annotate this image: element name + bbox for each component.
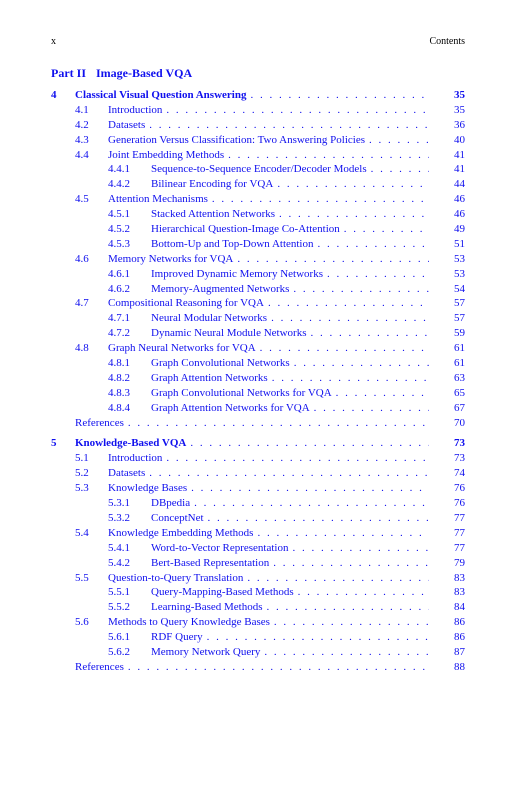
toc-entry-title-text: Neural Modular Networks [151, 312, 268, 325]
toc-entry-title-text: Memory Network Query [151, 645, 261, 658]
toc-entry-title[interactable] [151, 326, 429, 341]
toc-dot-leader [371, 162, 429, 177]
toc-entry-title[interactable] [151, 556, 429, 571]
toc-page-number: 36 [454, 118, 465, 131]
toc-entry-title-text: Dynamic Neural Module Networks [151, 327, 307, 340]
toc-section-entry[interactable] [51, 526, 465, 541]
toc-entry-title-text: Compositional Reasoning for VQA [108, 297, 264, 310]
toc-dot-leader [369, 133, 429, 148]
toc-entry-title-text: Learning-Based Methods [151, 601, 263, 614]
toc-entry-number: 4.8 [75, 342, 89, 355]
toc-section-entry[interactable] [51, 267, 465, 282]
toc-dot-leader [166, 451, 429, 466]
toc-dot-leader [149, 118, 429, 133]
toc-page-number: 49 [454, 223, 465, 236]
toc-entry-number: 4.8.1 [108, 357, 130, 370]
part-title[interactable] [51, 66, 192, 81]
toc-section-entry[interactable] [51, 371, 465, 386]
toc-dot-leader [336, 386, 429, 401]
toc-entry-number: 5 [51, 437, 57, 450]
toc-entry-title[interactable] [108, 615, 429, 630]
toc-entry-number: 5.3 [75, 482, 89, 495]
toc-dot-leader [128, 660, 429, 675]
toc-section-entry[interactable] [51, 148, 465, 163]
toc-dot-leader [237, 252, 429, 267]
toc-dot-leader [318, 237, 430, 252]
toc-dot-leader [207, 630, 429, 645]
toc-dot-leader [268, 296, 429, 311]
toc-entry-title[interactable] [151, 386, 429, 401]
toc-entry-number: 5.1 [75, 452, 89, 465]
toc-page-number: 70 [454, 416, 465, 429]
toc-entry-number: 5.5 [75, 571, 89, 584]
toc-section-entry[interactable] [51, 311, 465, 326]
toc-entry-title[interactable] [108, 466, 429, 481]
page-header [51, 36, 465, 50]
toc-entry-number: 4.7 [75, 297, 89, 310]
toc-entry-number: 4.5.2 [108, 223, 130, 236]
toc-page-number: 53 [454, 267, 465, 280]
toc-entry-title-text: Sequence-to-Sequence Encoder/Decoder Models [151, 163, 367, 176]
toc-entry-title-text: Hierarchical Question-Image Co-Attention [151, 223, 340, 236]
toc-section-entry[interactable] [51, 326, 465, 341]
toc-page-number: 57 [454, 297, 465, 310]
toc-entry-number: 5.6.1 [108, 631, 130, 644]
toc-dot-leader [272, 371, 429, 386]
toc-entry-title-text: Improved Dynamic Memory Networks [151, 267, 323, 280]
toc-page-number: 44 [454, 178, 465, 191]
toc-section-entry[interactable] [51, 496, 465, 511]
toc-entry-number: 4.6.2 [108, 282, 130, 295]
toc-entry-number: 4.2 [75, 118, 89, 131]
toc-dot-leader [191, 481, 429, 496]
toc-section-entry[interactable] [51, 585, 465, 600]
toc-section-entry[interactable] [51, 222, 465, 237]
toc-dot-leader [247, 571, 429, 586]
toc-entry-title-text: Generation Versus Classification: Two Answering Policies [108, 133, 365, 146]
toc-entry-title-text: Question-to-Query Translation [108, 571, 244, 584]
toc-entry-title-text: Graph Attention Networks [151, 371, 268, 384]
toc-entry-number: 5.3.1 [108, 497, 130, 510]
toc-entry-title-text: Graph Neural Networks for VQA [108, 342, 256, 355]
toc-section-entry[interactable] [51, 401, 465, 416]
toc-dot-leader [279, 207, 429, 222]
toc-page-number: 87 [454, 645, 465, 658]
toc-entry-title[interactable] [108, 252, 429, 267]
table-of-contents [51, 88, 465, 675]
toc-entry-number: 4.8.2 [108, 371, 130, 384]
toc-dot-leader [277, 177, 429, 192]
toc-page-number: 51 [454, 237, 465, 250]
toc-entry-title-text: ConceptNet [151, 511, 204, 524]
toc-page-number: 41 [454, 148, 465, 161]
toc-entry-title-text: Bert-Based Representation [151, 556, 270, 569]
toc-page-number: 41 [454, 163, 465, 176]
toc-entry-title-text: RDF Query [151, 631, 203, 644]
toc-section-entry[interactable] [51, 282, 465, 297]
toc-section-entry[interactable] [51, 192, 465, 207]
toc-entry-title-text: Classical Visual Question Answering [75, 89, 247, 101]
toc-entry-title-text: Introduction [108, 452, 163, 465]
toc-entry-number: 5.6 [75, 616, 89, 629]
toc-section-entry[interactable] [51, 645, 465, 660]
toc-section-entry[interactable] [51, 177, 465, 192]
toc-dot-leader [314, 401, 429, 416]
toc-entry-title[interactable] [151, 371, 429, 386]
toc-entry-title[interactable] [75, 436, 429, 451]
toc-entry-title-text: Joint Embedding Methods [108, 148, 225, 161]
toc-page-number: 46 [454, 208, 465, 221]
toc-page-number: 83 [454, 571, 465, 584]
toc-entry-number: 5.4 [75, 526, 89, 539]
toc-entry-number: 4.6 [75, 252, 89, 265]
toc-entry-number: 4.4 [75, 148, 89, 161]
toc-dot-leader [271, 311, 429, 326]
toc-entry-title-text: References [75, 416, 124, 429]
toc-page-number: 73 [454, 437, 465, 450]
toc-entry-title-text: Word-to-Vector Representation [151, 541, 289, 554]
toc-entry-number: 5.5.1 [108, 586, 130, 599]
toc-page-number: 35 [454, 103, 465, 116]
toc-entry-title[interactable] [75, 88, 429, 103]
toc-page-number: 59 [454, 327, 465, 340]
toc-entry-title[interactable] [151, 356, 429, 371]
toc-section-entry[interactable] [51, 296, 465, 311]
toc-dot-leader [128, 416, 429, 431]
toc-section-entry[interactable] [51, 481, 465, 496]
toc-entry-title[interactable] [151, 177, 429, 192]
toc-entry-title-text: Graph Attention Networks for VQA [151, 401, 310, 414]
toc-entry-number: 4.4.1 [108, 163, 130, 176]
toc-entry-number: 5.6.2 [108, 645, 130, 658]
toc-page-number: 61 [454, 342, 465, 355]
toc-entry-title[interactable] [151, 207, 429, 222]
toc-references-entry[interactable] [51, 416, 465, 431]
toc-entry-title-text: Graph Convolutional Networks for VQA [151, 386, 332, 399]
toc-page-number: 83 [454, 586, 465, 599]
toc-section-entry[interactable] [51, 541, 465, 556]
toc-page-number: 77 [454, 541, 465, 554]
toc-entry-title[interactable] [151, 222, 429, 237]
toc-entry-title[interactable] [75, 416, 429, 431]
toc-entry-title-text: Knowledge-Based VQA [75, 437, 187, 450]
toc-entry-title-text: Bottom-Up and Top-Down Attention [151, 237, 314, 250]
toc-section-entry[interactable] [51, 356, 465, 371]
toc-dot-leader [273, 556, 429, 571]
toc-entry-title-text: Knowledge Embedding Methods [108, 526, 254, 539]
toc-entry-title[interactable] [151, 401, 429, 416]
toc-page-number: 35 [454, 89, 465, 101]
toc-dot-leader [250, 88, 429, 103]
toc-page-number: 61 [454, 357, 465, 370]
toc-dot-leader [194, 496, 429, 511]
toc-dot-leader [260, 341, 429, 356]
toc-section-entry[interactable] [51, 511, 465, 526]
toc-entry-title[interactable] [151, 162, 429, 177]
toc-dot-leader [264, 645, 429, 660]
toc-page-number: 86 [454, 631, 465, 644]
toc-entry-number: 4.8.3 [108, 386, 130, 399]
toc-entry-title[interactable] [151, 511, 429, 526]
toc-page-number: 67 [454, 401, 465, 414]
toc-page-number: 63 [454, 371, 465, 384]
toc-entry-title[interactable] [151, 600, 429, 615]
page-number-roman: x [51, 36, 56, 47]
toc-section-entry[interactable] [51, 103, 465, 118]
toc-page-number: 53 [454, 252, 465, 265]
toc-entry-number: 5.4.1 [108, 541, 130, 554]
toc-entry-title[interactable] [108, 148, 429, 163]
toc-section-entry[interactable] [51, 556, 465, 571]
toc-entry-title-text: Datasets [108, 118, 146, 131]
toc-section-entry[interactable] [51, 615, 465, 630]
toc-page-number: 77 [454, 526, 465, 539]
toc-chapter-entry[interactable] [51, 436, 465, 451]
toc-entry-number: 4.6.1 [108, 267, 130, 280]
toc-entry-title[interactable] [108, 118, 429, 133]
toc-chapter-entry[interactable] [51, 88, 465, 103]
toc-page-number: 73 [454, 452, 465, 465]
toc-dot-leader [267, 600, 430, 615]
toc-entry-title-text: References [75, 660, 124, 673]
toc-entry-number: 5.3.2 [108, 511, 130, 524]
toc-entry-title[interactable] [151, 282, 429, 297]
part-name: Image-Based VQA [96, 66, 193, 80]
toc-section-entry[interactable] [51, 118, 465, 133]
toc-dot-leader [274, 615, 429, 630]
toc-entry-title-text: Memory Networks for VQA [108, 252, 234, 265]
toc-entry-title-text: Bilinear Encoding for VQA [151, 178, 274, 191]
toc-entry-number: 4.7.1 [108, 312, 130, 325]
toc-section-entry[interactable] [51, 133, 465, 148]
toc-page-number: 74 [454, 467, 465, 480]
toc-section-entry[interactable] [51, 571, 465, 586]
toc-dot-leader [344, 222, 429, 237]
toc-page-number: 40 [454, 133, 465, 146]
toc-entry-title[interactable] [151, 541, 429, 556]
toc-entry-title[interactable] [151, 496, 429, 511]
toc-entry-title[interactable] [151, 267, 429, 282]
toc-entry-number: 4.4.2 [108, 178, 130, 191]
toc-entry-title[interactable] [108, 103, 429, 118]
toc-section-entry[interactable] [51, 207, 465, 222]
toc-entry-title[interactable] [151, 585, 429, 600]
toc-section-entry[interactable] [51, 630, 465, 645]
toc-entry-number: 5.2 [75, 467, 89, 480]
toc-section-entry[interactable] [51, 600, 465, 615]
toc-dot-leader [293, 282, 429, 297]
toc-page-number: 54 [454, 282, 465, 295]
toc-entry-title-text: Graph Convolutional Networks [151, 357, 290, 370]
toc-entry-title-text: Introduction [108, 103, 163, 116]
toc-entry-title[interactable] [108, 133, 429, 148]
toc-page-number: 65 [454, 386, 465, 399]
toc-page-number: 76 [454, 482, 465, 495]
toc-page-number: 46 [454, 193, 465, 206]
toc-entry-title-text: Datasets [108, 467, 146, 480]
toc-page-number: 86 [454, 616, 465, 629]
toc-entry-title-text: Attention Mechanisms [108, 193, 208, 206]
toc-entry-title[interactable] [75, 660, 429, 675]
toc-entry-title[interactable] [108, 451, 429, 466]
toc-dot-leader [327, 267, 429, 282]
toc-entry-number: 5.5.2 [108, 601, 130, 614]
toc-entry-title[interactable] [108, 296, 429, 311]
toc-section-entry[interactable] [51, 466, 465, 481]
toc-references-entry[interactable] [51, 660, 465, 675]
toc-section-entry[interactable] [51, 386, 465, 401]
toc-entry-number: 4.7.2 [108, 327, 130, 340]
toc-entry-number: 4.1 [75, 103, 89, 116]
toc-page-number: 57 [454, 312, 465, 325]
part-label: Part II [51, 66, 86, 80]
toc-section-entry[interactable] [51, 451, 465, 466]
toc-page-number: 76 [454, 497, 465, 510]
toc-entry-title[interactable] [108, 192, 429, 207]
toc-entry-number: 4.5.3 [108, 237, 130, 250]
toc-page-number: 79 [454, 556, 465, 569]
toc-section-entry[interactable] [51, 252, 465, 267]
toc-section-entry[interactable] [51, 237, 465, 252]
toc-entry-number: 4.8.4 [108, 401, 130, 414]
toc-entry-title[interactable] [151, 630, 429, 645]
toc-dot-leader [292, 541, 429, 556]
toc-dot-leader [166, 103, 429, 118]
toc-page-number: 84 [454, 601, 465, 614]
toc-entry-title[interactable] [151, 645, 429, 660]
toc-section-entry[interactable] [51, 341, 465, 356]
toc-entry-title-text: Stacked Attention Networks [151, 208, 276, 221]
toc-dot-leader [190, 436, 429, 451]
toc-page-number: 88 [454, 660, 465, 673]
toc-entry-title[interactable] [151, 311, 429, 326]
running-head: Contents [429, 36, 465, 47]
toc-entry-title-text: DBpedia [151, 497, 191, 510]
toc-entry-title-text: Methods to Query Knowledge Bases [108, 616, 270, 629]
toc-dot-leader [228, 148, 429, 163]
toc-entry-title[interactable] [108, 481, 429, 496]
toc-entry-number: 4.3 [75, 133, 89, 146]
toc-dot-leader [208, 511, 429, 526]
toc-dot-leader [149, 466, 429, 481]
toc-dot-leader [212, 192, 429, 207]
toc-dot-leader [298, 585, 429, 600]
toc-entry-title-text: Knowledge Bases [108, 482, 188, 495]
toc-entry-number: 4.5 [75, 193, 89, 206]
toc-dot-leader [311, 326, 430, 341]
toc-entry-title[interactable] [151, 237, 429, 252]
toc-entry-title[interactable] [108, 571, 429, 586]
toc-entry-number: 4 [51, 89, 57, 101]
toc-entry-title-text: Memory-Augmented Networks [151, 282, 290, 295]
toc-section-entry[interactable] [51, 162, 465, 177]
toc-entry-title-text: Query-Mapping-Based Methods [151, 586, 294, 599]
toc-page-number: 77 [454, 511, 465, 524]
toc-dot-leader [257, 526, 429, 541]
toc-entry-number: 5.4.2 [108, 556, 130, 569]
toc-entry-title[interactable] [108, 526, 429, 541]
toc-entry-number: 4.5.1 [108, 208, 130, 221]
toc-dot-leader [294, 356, 429, 371]
toc-entry-title[interactable] [108, 341, 429, 356]
